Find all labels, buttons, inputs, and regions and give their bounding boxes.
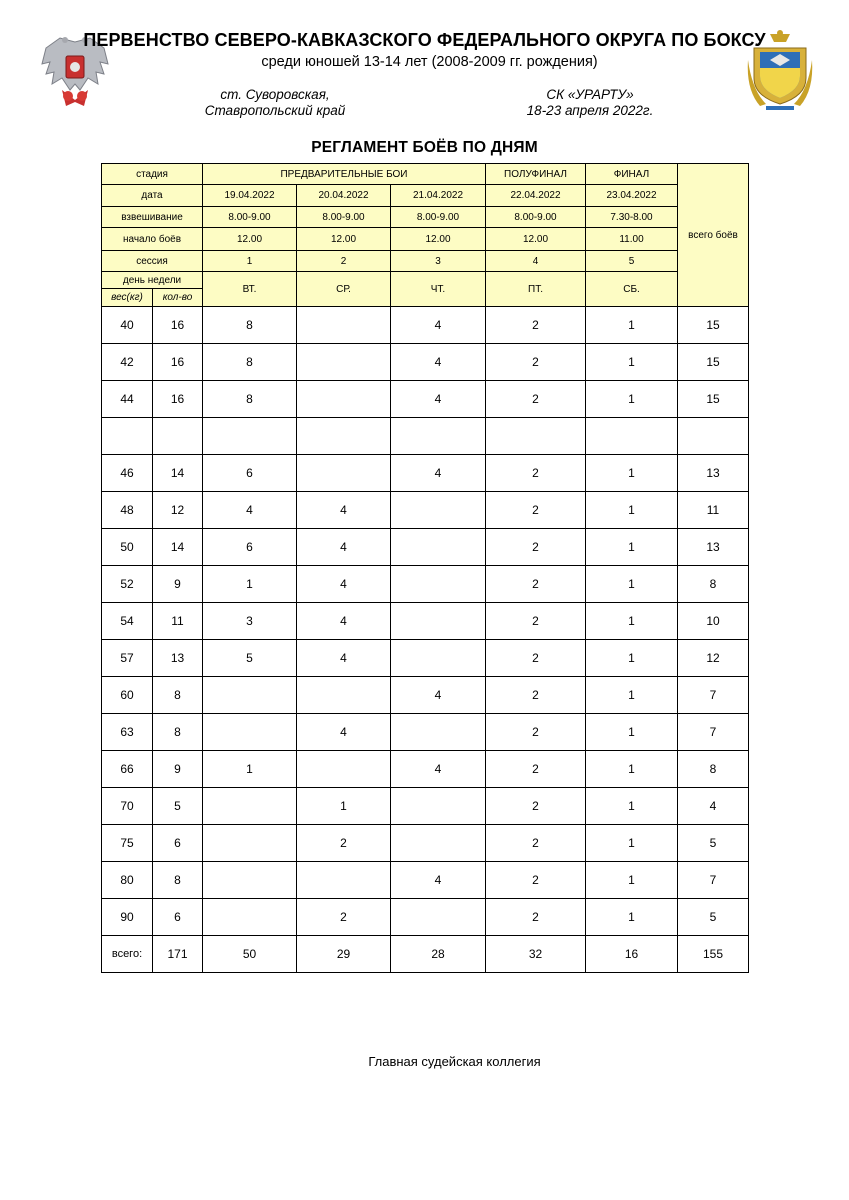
venue-line-2: 18-23 апреля 2022г. bbox=[526, 103, 654, 118]
cell-d2 bbox=[297, 381, 391, 418]
cell-d3: 4 bbox=[391, 751, 486, 788]
start-4: 12.00 bbox=[486, 228, 586, 251]
cell-t: 15 bbox=[678, 381, 749, 418]
cell-d1: 6 bbox=[203, 529, 297, 566]
header-row-stage bbox=[102, 164, 749, 185]
cell-d4: 2 bbox=[486, 529, 586, 566]
cell-d5: 1 bbox=[586, 344, 678, 381]
stage-prelim: ПРЕДВАРИТЕЛЬНЫЕ БОИ bbox=[203, 164, 486, 185]
date-5: 23.04.2022 bbox=[586, 185, 678, 207]
stage-semi: ПОЛУФИНАЛ bbox=[486, 164, 586, 185]
cell-d4: 2 bbox=[486, 307, 586, 344]
table-row bbox=[102, 677, 749, 714]
cell-d2: 4 bbox=[297, 529, 391, 566]
cell-d5: 1 bbox=[586, 677, 678, 714]
cell-d3: 4 bbox=[391, 381, 486, 418]
cell-d1: 5 bbox=[203, 640, 297, 677]
weighin-2: 8.00-9.00 bbox=[297, 207, 391, 228]
start-5: 11.00 bbox=[586, 228, 678, 251]
cell-d2 bbox=[297, 344, 391, 381]
cell-d1 bbox=[203, 714, 297, 751]
cell-d3 bbox=[391, 492, 486, 529]
weekday-2: СР. bbox=[297, 272, 391, 307]
start-3: 12.00 bbox=[391, 228, 486, 251]
cell-d3: 4 bbox=[391, 677, 486, 714]
cell-n: 8 bbox=[153, 714, 203, 751]
cell-d4: 2 bbox=[486, 788, 586, 825]
cell-d2: 4 bbox=[297, 603, 391, 640]
cell-n: 13 bbox=[153, 640, 203, 677]
cell-d1 bbox=[203, 788, 297, 825]
cell-d1 bbox=[203, 825, 297, 862]
cell-d5: 1 bbox=[586, 788, 678, 825]
cell-d4: 2 bbox=[486, 862, 586, 899]
cell-d5: 1 bbox=[586, 603, 678, 640]
cell-n: 6 bbox=[153, 899, 203, 936]
cell-d4: 2 bbox=[486, 825, 586, 862]
cell-d5: 1 bbox=[586, 714, 678, 751]
cell-d3 bbox=[391, 899, 486, 936]
cell-t: 11 bbox=[678, 492, 749, 529]
label-start: начало боёв bbox=[102, 228, 203, 251]
cell-d4: 2 bbox=[486, 640, 586, 677]
cell-d4: 2 bbox=[486, 899, 586, 936]
cell-d4: 2 bbox=[486, 677, 586, 714]
cell-d1: 8 bbox=[203, 344, 297, 381]
table-row bbox=[102, 529, 749, 566]
cell-d2: 2 bbox=[297, 825, 391, 862]
cell-d3 bbox=[391, 788, 486, 825]
label-weekday: день недели bbox=[102, 272, 203, 289]
label-stage: стадия bbox=[102, 164, 203, 185]
weighin-5: 7.30-8.00 bbox=[586, 207, 678, 228]
weighin-4: 8.00-9.00 bbox=[486, 207, 586, 228]
date-3: 21.04.2022 bbox=[391, 185, 486, 207]
cell-t: 7 bbox=[678, 714, 749, 751]
cell-t: 5 bbox=[678, 899, 749, 936]
label-session: сессия bbox=[102, 251, 203, 272]
cell-d5: 1 bbox=[586, 640, 678, 677]
totals-day-4: 32 bbox=[486, 936, 586, 973]
stage-final: ФИНАЛ bbox=[586, 164, 678, 185]
location-line-1: ст. Суворовская, bbox=[220, 87, 330, 102]
cell-d5: 1 bbox=[586, 862, 678, 899]
cell-d1: 6 bbox=[203, 455, 297, 492]
cell-d4: 2 bbox=[486, 381, 586, 418]
cell-w: 75 bbox=[102, 825, 153, 862]
table-row bbox=[102, 788, 749, 825]
cell-d4: 2 bbox=[486, 714, 586, 751]
cell-n: 16 bbox=[153, 381, 203, 418]
header-row-start bbox=[102, 228, 749, 251]
session-1: 1 bbox=[203, 251, 297, 272]
cell-d3: 4 bbox=[391, 344, 486, 381]
cell-d5: 1 bbox=[586, 825, 678, 862]
cell-d2 bbox=[297, 677, 391, 714]
cell-w: 46 bbox=[102, 455, 153, 492]
cell-d1: 1 bbox=[203, 566, 297, 603]
totals-day-3: 28 bbox=[391, 936, 486, 973]
cell-d4: 2 bbox=[486, 455, 586, 492]
cell-n: 14 bbox=[153, 455, 203, 492]
cell-d5: 1 bbox=[586, 455, 678, 492]
cell-d5: 1 bbox=[586, 381, 678, 418]
cell-w: 60 bbox=[102, 677, 153, 714]
cell-d4: 2 bbox=[486, 566, 586, 603]
header-row-weighin bbox=[102, 207, 749, 228]
cell-d3 bbox=[391, 566, 486, 603]
cell-d3 bbox=[391, 418, 486, 455]
totals-all: 155 bbox=[678, 936, 749, 973]
table-row bbox=[102, 455, 749, 492]
cell-w: 90 bbox=[102, 899, 153, 936]
header-row-weekday bbox=[102, 272, 749, 289]
header-row-date bbox=[102, 185, 749, 207]
page-title: ПЕРВЕНСТВО СЕВЕРО-КАВКАЗСКОГО ФЕДЕРАЛЬНОГО ОКРУГА ПО БОКСУ bbox=[83, 30, 766, 50]
table-title: РЕГЛАМЕНТ БОЁВ ПО ДНЯМ bbox=[311, 139, 538, 156]
cell-d2 bbox=[297, 751, 391, 788]
totals-label: всего: bbox=[102, 936, 153, 973]
table-row bbox=[102, 418, 749, 455]
cell-d5: 1 bbox=[586, 751, 678, 788]
cell-d1 bbox=[203, 899, 297, 936]
cell-d4: 2 bbox=[486, 344, 586, 381]
cell-d2: 4 bbox=[297, 492, 391, 529]
cell-d5: 1 bbox=[586, 566, 678, 603]
cell-t: 13 bbox=[678, 529, 749, 566]
cell-d3 bbox=[391, 714, 486, 751]
cell-t: 12 bbox=[678, 640, 749, 677]
cell-d2: 1 bbox=[297, 788, 391, 825]
cell-n: 12 bbox=[153, 492, 203, 529]
table-row bbox=[102, 899, 749, 936]
cell-n: 16 bbox=[153, 307, 203, 344]
cell-d1 bbox=[203, 418, 297, 455]
cell-d1 bbox=[203, 677, 297, 714]
cell-t: 7 bbox=[678, 677, 749, 714]
cell-w: 57 bbox=[102, 640, 153, 677]
header-row-session bbox=[102, 251, 749, 272]
table-row bbox=[102, 714, 749, 751]
cell-w: 63 bbox=[102, 714, 153, 751]
cell-n: 8 bbox=[153, 677, 203, 714]
date-4: 22.04.2022 bbox=[486, 185, 586, 207]
cell-d1: 3 bbox=[203, 603, 297, 640]
cell-t: 7 bbox=[678, 862, 749, 899]
cell-d1: 8 bbox=[203, 307, 297, 344]
cell-d4: 2 bbox=[486, 603, 586, 640]
cell-d2 bbox=[297, 307, 391, 344]
cell-t: 5 bbox=[678, 825, 749, 862]
cell-w: 54 bbox=[102, 603, 153, 640]
cell-w bbox=[102, 418, 153, 455]
cell-n bbox=[153, 418, 203, 455]
label-count: кол-во bbox=[153, 289, 203, 307]
session-4: 4 bbox=[486, 251, 586, 272]
table-row bbox=[102, 862, 749, 899]
schedule-table bbox=[101, 163, 749, 973]
cell-n: 9 bbox=[153, 566, 203, 603]
totals-count: 171 bbox=[153, 936, 203, 973]
start-2: 12.00 bbox=[297, 228, 391, 251]
location-line-2: Ставропольский край bbox=[204, 103, 346, 118]
cell-w: 50 bbox=[102, 529, 153, 566]
cell-n: 14 bbox=[153, 529, 203, 566]
label-date: дата bbox=[102, 185, 203, 207]
footer-signature: Главная судейская коллегия bbox=[368, 1054, 541, 1069]
cell-d5: 1 bbox=[586, 529, 678, 566]
cell-d2: 4 bbox=[297, 640, 391, 677]
cell-w: 44 bbox=[102, 381, 153, 418]
cell-n: 8 bbox=[153, 862, 203, 899]
cell-w: 52 bbox=[102, 566, 153, 603]
cell-w: 66 bbox=[102, 751, 153, 788]
cell-d2: 4 bbox=[297, 714, 391, 751]
cell-w: 42 bbox=[102, 344, 153, 381]
cell-t: 4 bbox=[678, 788, 749, 825]
cell-d1 bbox=[203, 862, 297, 899]
cell-n: 11 bbox=[153, 603, 203, 640]
cell-d2: 4 bbox=[297, 566, 391, 603]
cell-n: 5 bbox=[153, 788, 203, 825]
weekday-4: ПТ. bbox=[486, 272, 586, 307]
cell-d3 bbox=[391, 529, 486, 566]
label-total-fights: всего боёв bbox=[678, 164, 749, 307]
weighin-1: 8.00-9.00 bbox=[203, 207, 297, 228]
cell-t: 15 bbox=[678, 307, 749, 344]
cell-d3 bbox=[391, 640, 486, 677]
table-row bbox=[102, 566, 749, 603]
cell-w: 48 bbox=[102, 492, 153, 529]
table-row bbox=[102, 381, 749, 418]
table-row bbox=[102, 751, 749, 788]
totals-day-2: 29 bbox=[297, 936, 391, 973]
cell-w: 70 bbox=[102, 788, 153, 825]
location bbox=[190, 87, 360, 119]
totals-day-1: 50 bbox=[203, 936, 297, 973]
table-row bbox=[102, 603, 749, 640]
totals-row bbox=[102, 936, 749, 973]
schedule-body bbox=[102, 307, 749, 936]
totals-day-5: 16 bbox=[586, 936, 678, 973]
cell-w: 40 bbox=[102, 307, 153, 344]
page-subtitle: среди юношей 13-14 лет (2008-2009 гг. рождения) bbox=[261, 54, 598, 70]
weekday-1: ВТ. bbox=[203, 272, 297, 307]
table-row bbox=[102, 825, 749, 862]
cell-t bbox=[678, 418, 749, 455]
cell-t: 10 bbox=[678, 603, 749, 640]
cell-n: 16 bbox=[153, 344, 203, 381]
cell-d1: 4 bbox=[203, 492, 297, 529]
venue-line-1: СК «УРАРТУ» bbox=[546, 87, 634, 102]
cell-d2 bbox=[297, 455, 391, 492]
cell-t: 8 bbox=[678, 566, 749, 603]
cell-t: 13 bbox=[678, 455, 749, 492]
date-1: 19.04.2022 bbox=[203, 185, 297, 207]
venue bbox=[505, 87, 675, 119]
cell-d5: 1 bbox=[586, 492, 678, 529]
cell-d2 bbox=[297, 418, 391, 455]
label-weighin: взвешивание bbox=[102, 207, 203, 228]
table-row bbox=[102, 344, 749, 381]
label-weight: вес(кг) bbox=[102, 289, 153, 307]
cell-d3: 4 bbox=[391, 862, 486, 899]
cell-d2 bbox=[297, 862, 391, 899]
cell-w: 80 bbox=[102, 862, 153, 899]
cell-d5: 1 bbox=[586, 899, 678, 936]
cell-d5: 1 bbox=[586, 307, 678, 344]
table-row bbox=[102, 492, 749, 529]
cell-t: 8 bbox=[678, 751, 749, 788]
cell-d3 bbox=[391, 825, 486, 862]
cell-d1: 8 bbox=[203, 381, 297, 418]
session-2: 2 bbox=[297, 251, 391, 272]
session-5: 5 bbox=[586, 251, 678, 272]
cell-d3: 4 bbox=[391, 307, 486, 344]
cell-d3: 4 bbox=[391, 455, 486, 492]
table-row bbox=[102, 640, 749, 677]
cell-d1: 1 bbox=[203, 751, 297, 788]
session-3: 3 bbox=[391, 251, 486, 272]
table-row bbox=[102, 307, 749, 344]
cell-n: 9 bbox=[153, 751, 203, 788]
cell-t: 15 bbox=[678, 344, 749, 381]
cell-d4: 2 bbox=[486, 751, 586, 788]
cell-d2: 2 bbox=[297, 899, 391, 936]
weekday-5: СБ. bbox=[586, 272, 678, 307]
date-2: 20.04.2022 bbox=[297, 185, 391, 207]
cell-d5 bbox=[586, 418, 678, 455]
weekday-3: ЧТ. bbox=[391, 272, 486, 307]
weighin-3: 8.00-9.00 bbox=[391, 207, 486, 228]
cell-n: 6 bbox=[153, 825, 203, 862]
cell-d4: 2 bbox=[486, 492, 586, 529]
cell-d4 bbox=[486, 418, 586, 455]
start-1: 12.00 bbox=[203, 228, 297, 251]
cell-d3 bbox=[391, 603, 486, 640]
